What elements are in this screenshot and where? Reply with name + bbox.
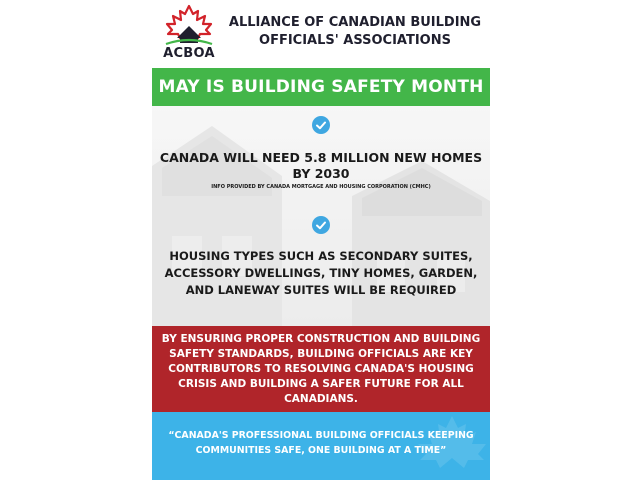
- acboa-logo: [158, 4, 220, 64]
- officials-message-box: [152, 326, 490, 412]
- campaign-banner: MAY IS BUILDING SAFETY MONTH: [152, 68, 490, 106]
- officials-message: BY ENSURING PROPER CONSTRUCTION AND BUILDING SAFETY STANDARDS, BUILDING OFFICIALS ARE KEY CONTRIBUTORS TO RESOLVING CANADA'S HOUSING CRISIS AND BUILDING A SAFER FUTURE FOR ALL CANADIANS.: [161, 333, 481, 405]
- logo-text: ACBOA: [163, 46, 215, 61]
- poster: [152, 0, 490, 480]
- check-circle-icon: [312, 116, 330, 134]
- source-note: INFO PROVIDED BY CANADA MORTGAGE AND HOUSING CORPORATION (CMHC): [211, 184, 431, 190]
- house-photo-section: [152, 106, 490, 326]
- check-circle-icon: [312, 216, 330, 234]
- quote-box: [152, 412, 490, 480]
- housing-need-statement: CANADA WILL NEED 5.8 MILLION NEW HOMES BY 2030: [159, 150, 483, 181]
- maple-leaf-house-logo-icon: [158, 4, 220, 48]
- header: [152, 0, 490, 68]
- organization-name: ALLIANCE OF CANADIAN BUILDING OFFICIALS' ASSOCIATIONS: [228, 15, 482, 48]
- quote-text: “CANADA'S PROFESSIONAL BUILDING OFFICIALS KEEPING COMMUNITIES SAFE, ONE BUILDING AT A TIME”: [168, 430, 474, 456]
- housing-types-statement: HOUSING TYPES SUCH AS SECONDARY SUITES, ACCESSORY DWELLINGS, TINY HOMES, GARDEN, AND LANEWAY SUITES WILL BE REQUIRED: [164, 249, 478, 297]
